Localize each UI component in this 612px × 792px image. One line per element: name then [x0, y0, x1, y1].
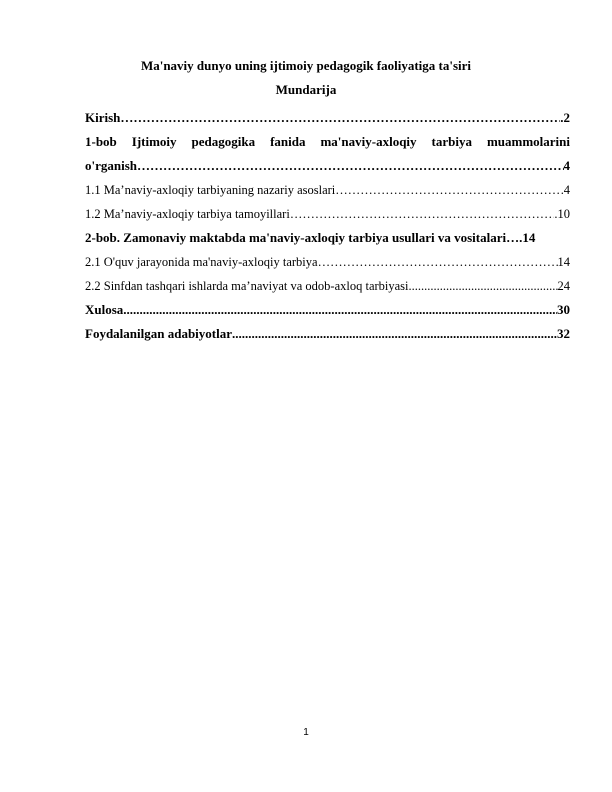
toc-entry-label: 2.1 O'quv jarayonida ma'naviy-axloqiy tarbiya — [85, 255, 318, 269]
toc-entry-label: Foydalanilgan adabiyotlar — [85, 326, 232, 341]
document-title: Ma'naviy dunyo uning ijtimoiy pedagogik faoliyatiga ta'siri — [140, 58, 472, 73]
toc-entry-label: o'rganish — [85, 158, 138, 173]
toc-entry-1-2 — [85, 202, 570, 226]
toc-entry-2-2 — [85, 274, 570, 298]
toc-entry-label: 2-bob. Zamonaviy maktabda ma'naviy-axloqiy tarbiya usullari va vositalari — [85, 230, 507, 245]
toc-entry-label: 1.1 Ma’naviy-axloqiy tarbiyaning nazariy asoslari — [85, 183, 336, 197]
toc-entry-page: 30 — [557, 302, 570, 317]
toc-leader-dots — [232, 322, 557, 346]
toc-leader-dots — [123, 298, 557, 322]
toc-entry-adabiyotlar — [85, 322, 570, 346]
toc-entry-page: 14 — [557, 255, 570, 269]
toc-leader-dots — [335, 178, 563, 202]
toc-leader-dots — [290, 202, 555, 226]
toc-entry-page: 4 — [563, 183, 570, 197]
toc-entry-chapter1-line1: 1-bob Ijtimoiy pedagogika fanida ma'naviy-axloqiy tarbiya muammolarini — [85, 134, 570, 149]
toc-entry-page: 4 — [563, 158, 570, 173]
toc-entry-label: Xulosa — [85, 302, 124, 317]
toc-entry-page: .10 — [554, 207, 570, 221]
toc-leader-dots — [409, 274, 558, 298]
toc-entry-label: 2.2 Sinfdan tashqari ishlarda ma’naviyat va odob-axloq tarbiyasi — [85, 279, 409, 293]
toc-entry-label: Kirish — [85, 110, 121, 125]
toc-entry-page: 32 — [557, 326, 570, 341]
toc-leader-dots — [137, 154, 563, 178]
toc-entry-2-1 — [85, 250, 570, 274]
table-of-contents — [85, 106, 570, 346]
toc-leader-dots — [318, 250, 558, 274]
toc-entry-page: .2 — [560, 110, 570, 125]
toc-leader-dots — [120, 106, 560, 130]
toc-entry-page: ….14 — [506, 230, 536, 245]
toc-entry-label: 1.2 Ma’naviy-axloqiy tarbiya tamoyillari — [85, 207, 290, 221]
toc-entry-page: 24 — [557, 279, 570, 293]
toc-entry-chapter1-line2 — [85, 154, 570, 178]
toc-entry-xulosa — [85, 298, 570, 322]
toc-entry-1-1 — [85, 178, 570, 202]
toc-entry-kirish — [85, 106, 570, 130]
page-number: 1 — [303, 727, 309, 738]
toc-entry-chapter2 — [85, 226, 570, 250]
toc-heading: Mundarija — [275, 82, 337, 97]
